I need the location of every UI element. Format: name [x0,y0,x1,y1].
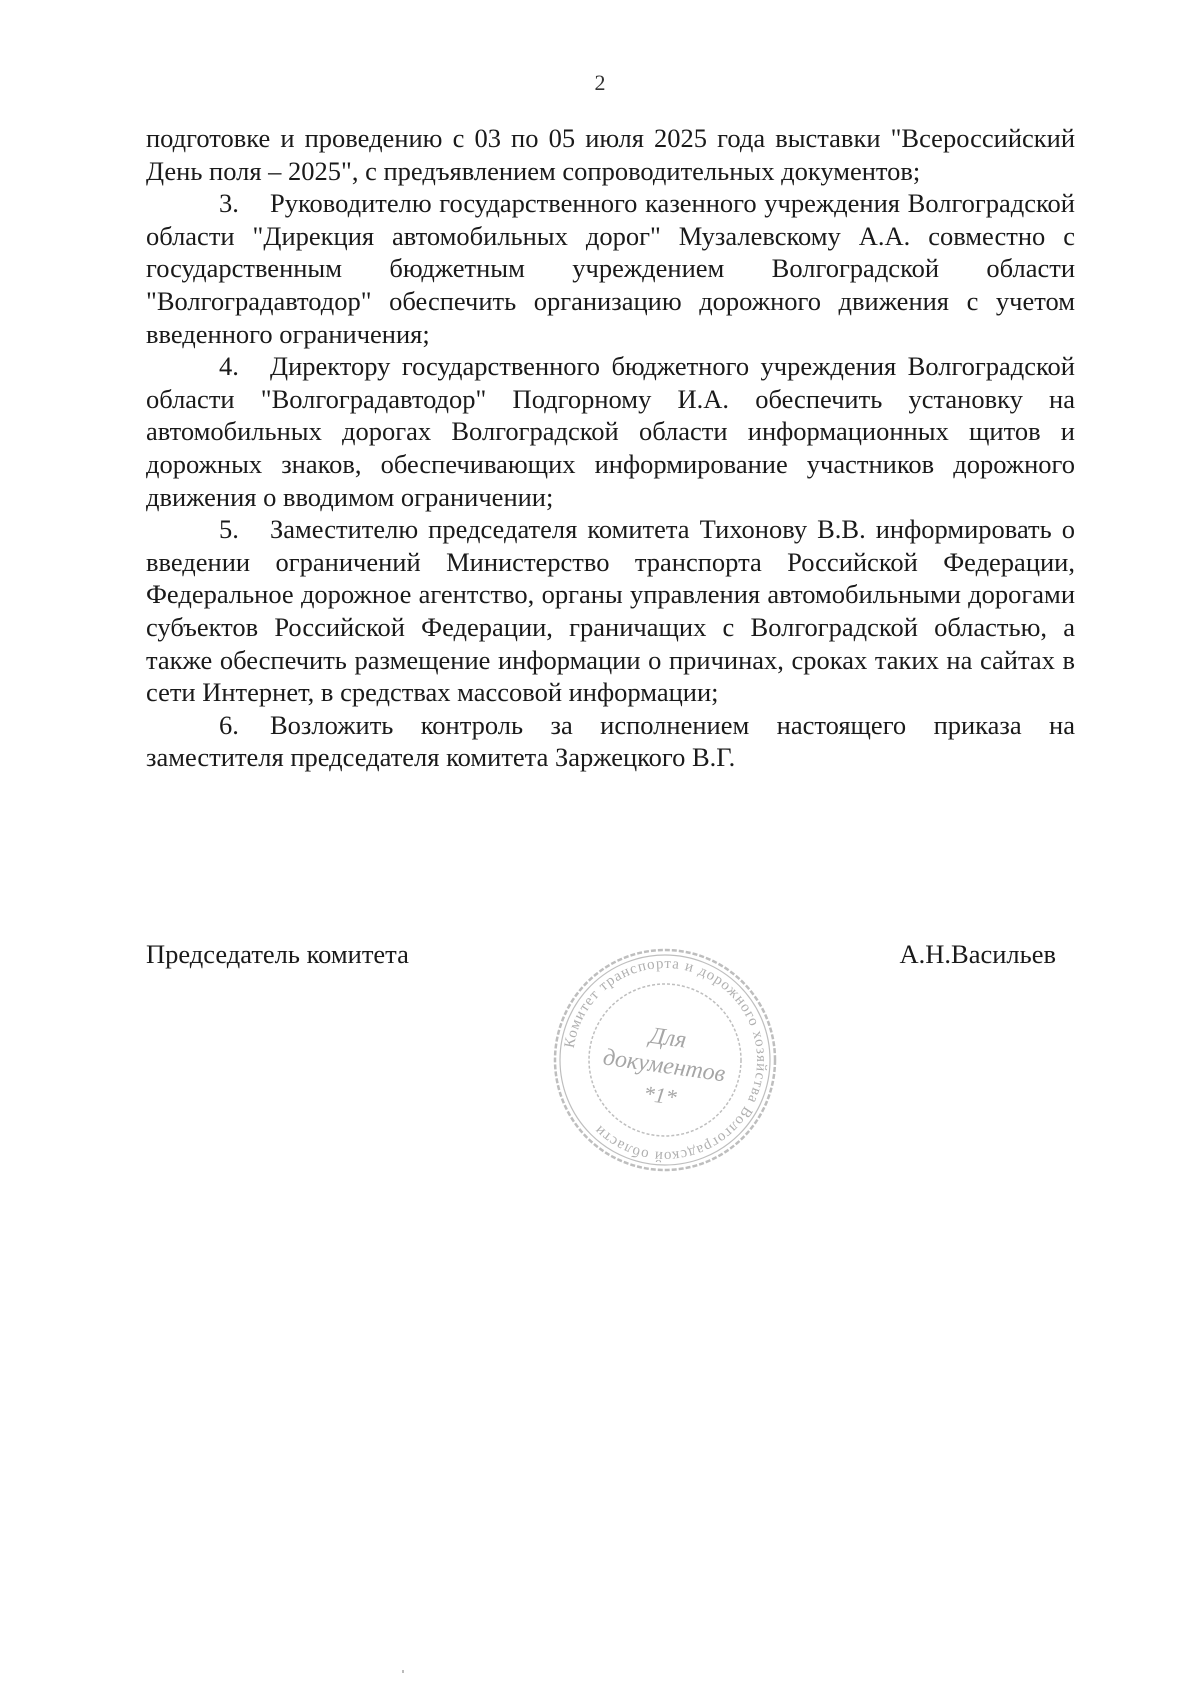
paragraph-text: Заместителю председателя комитета Тихонову В.В. информировать о введении ограничений Министерство транспорта Российской Федерации, Федеральное дорожное агентство, органы управления автомобильными дорогами субъектов Российской Федерации, граничащих с Волгоградской областью, а также обеспечить размещение информации о причинах, сроках таких на сайтах в сети Интернет, в средствах массовой информации; [146,514,1075,708]
scan-speck [402,1670,404,1673]
paragraph-item-6 [146,709,1075,774]
paragraph-number: 5. [219,514,239,545]
seal-center-line-2: документов [601,1044,727,1088]
paragraph-text: подготовке и проведению с 03 по 05 июля 2025 года выставки "Всероссийский День поля – 2025", с предъявлением сопроводительных документов; [146,123,1075,186]
paragraph-text: Руководителю государственного казенного учреждения Волгоградской области "Дирекция автомобильных дорог" Музалевскому А.А. совместно с государственным бюджетным учреждением Волгоградской области "Волгоградавтодор" обеспечить организацию дорожного движения с учетом введенного ограничения; [146,188,1075,349]
order-body [146,122,1075,774]
seal-center-line-3: *1* [641,1080,679,1110]
official-seal [550,945,780,1175]
signatory-position: Председатель комитета [146,939,409,969]
page-number: 2 [594,70,606,95]
paragraph-number: 4. [219,351,239,382]
paragraph-number: 3. [219,188,239,219]
seal-ring-text: Комитет транспорта и дорожного хозяйства Волгоградской области [561,955,770,1165]
paragraph-number: 6. [219,709,239,740]
paragraph-item-4 [146,350,1075,513]
paragraph-item-3 [146,187,1075,350]
paragraph-item-5 [146,513,1075,709]
seal-graphic [550,945,780,1175]
paragraph-text: Возложить контроль за исполнением настоящего приказа на заместителя председателя комитета Заржецкого В.Г. [146,709,1075,773]
paragraph-text: Директору государственного бюджетного учреждения Волгоградской области "Волгоградавтодор" Подгорному И.А. обеспечить установку на автомобильных дорогах Волгоградской области информационных щитов и дорожных знаков, обеспечивающих информирование участников дорожного движения о вводимом ограничении; [146,351,1075,512]
paragraph-continuation [146,122,1075,187]
signatory-name: А.Н.Васильев [899,939,1056,969]
seal-center-line-1: Для [647,1022,689,1054]
